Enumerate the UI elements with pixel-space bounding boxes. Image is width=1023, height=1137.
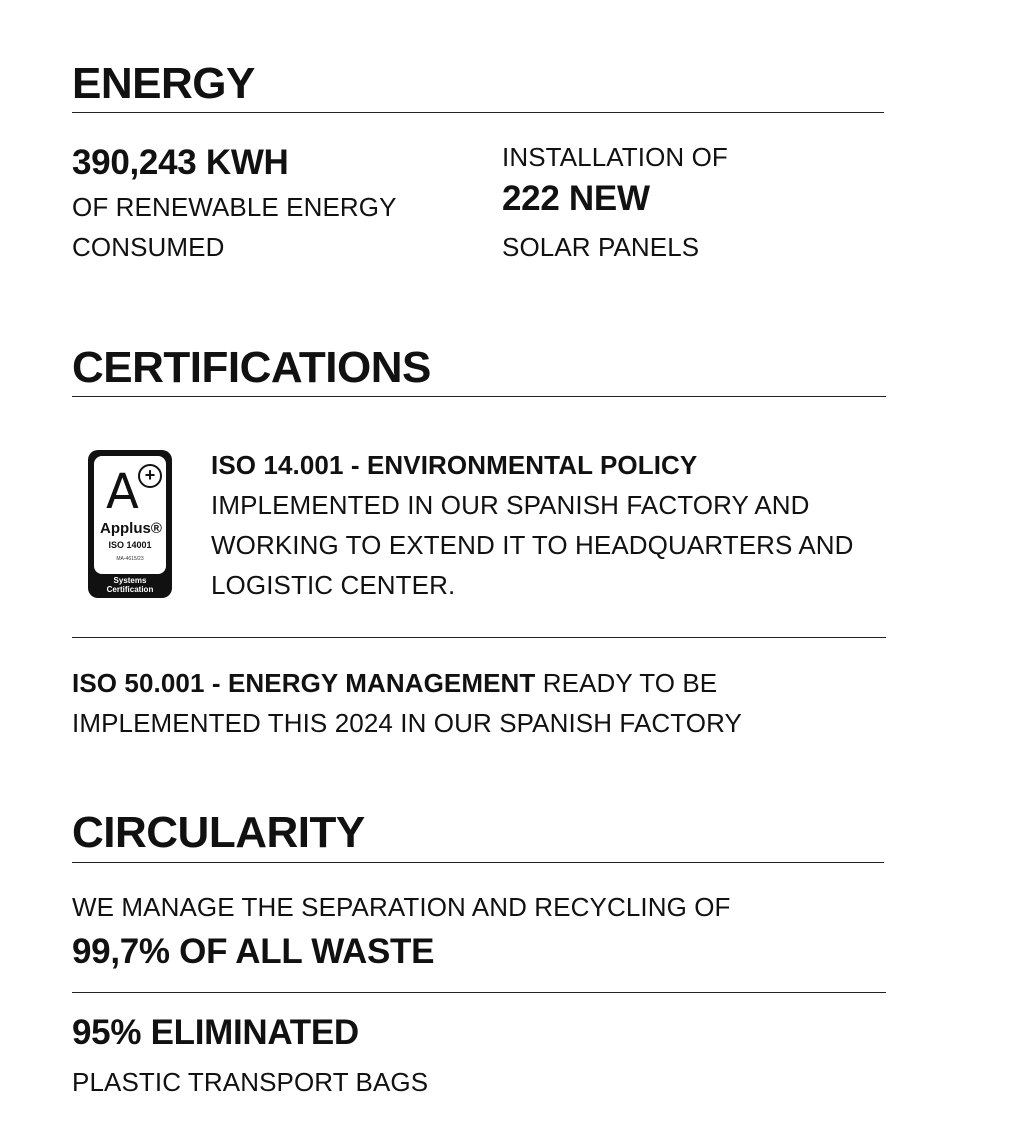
badge-code: MA-4615/23 <box>116 556 144 562</box>
energy-divider <box>72 112 884 113</box>
badge-brand: Applus® <box>100 520 162 537</box>
certifications-divider <box>72 396 886 397</box>
badge-iso: ISO 14001 <box>108 540 152 550</box>
plastic-bags-value: 95% ELIMINATED <box>72 1013 359 1052</box>
badge-footer-line2: Certification <box>106 585 154 594</box>
renewable-energy-line1: OF RENEWABLE ENERGY <box>72 192 397 222</box>
iso50001-line1-rest: READY TO BE <box>535 668 718 698</box>
badge-footer-line1: Systems <box>113 576 147 585</box>
badge-letter: A <box>106 464 139 520</box>
energy-heading: ENERGY <box>72 59 255 108</box>
circularity-divider <box>72 862 884 863</box>
waste-divider <box>72 992 886 993</box>
iso50001-line2: IMPLEMENTED THIS 2024 IN OUR SPANISH FACTORY <box>72 708 742 738</box>
iso-divider <box>72 637 886 638</box>
badge-footer <box>88 576 172 594</box>
iso14001-line1: IMPLEMENTED IN OUR SPANISH FACTORY AND <box>211 490 810 520</box>
circularity-heading: CIRCULARITY <box>72 808 365 857</box>
recycling-pre: WE MANAGE THE SEPARATION AND RECYCLING OF <box>72 892 731 922</box>
solar-panels-post: SOLAR PANELS <box>502 232 700 262</box>
iso14001-heading: ISO 14.001 - ENVIRONMENTAL POLICY <box>211 450 698 480</box>
badge-plus-icon: + <box>138 464 162 488</box>
iso50001-line1 <box>72 663 717 703</box>
renewable-energy-line2: CONSUMED <box>72 232 225 262</box>
plastic-bags-post: PLASTIC TRANSPORT BAGS <box>72 1067 429 1097</box>
iso50001-heading: ISO 50.001 - ENERGY MANAGEMENT <box>72 668 536 698</box>
renewable-energy-value: 390,243 KWH <box>72 143 289 182</box>
certifications-heading: CERTIFICATIONS <box>72 343 431 392</box>
iso14001-line2: WORKING TO EXTEND IT TO HEADQUARTERS AND <box>211 530 854 560</box>
solar-panels-pre: INSTALLATION OF <box>502 142 728 172</box>
applus-iso-14001-badge <box>88 450 172 598</box>
iso14001-line3: LOGISTIC CENTER. <box>211 570 456 600</box>
recycling-value: 99,7% OF ALL WASTE <box>72 932 435 971</box>
solar-panels-value: 222 NEW <box>502 179 650 218</box>
